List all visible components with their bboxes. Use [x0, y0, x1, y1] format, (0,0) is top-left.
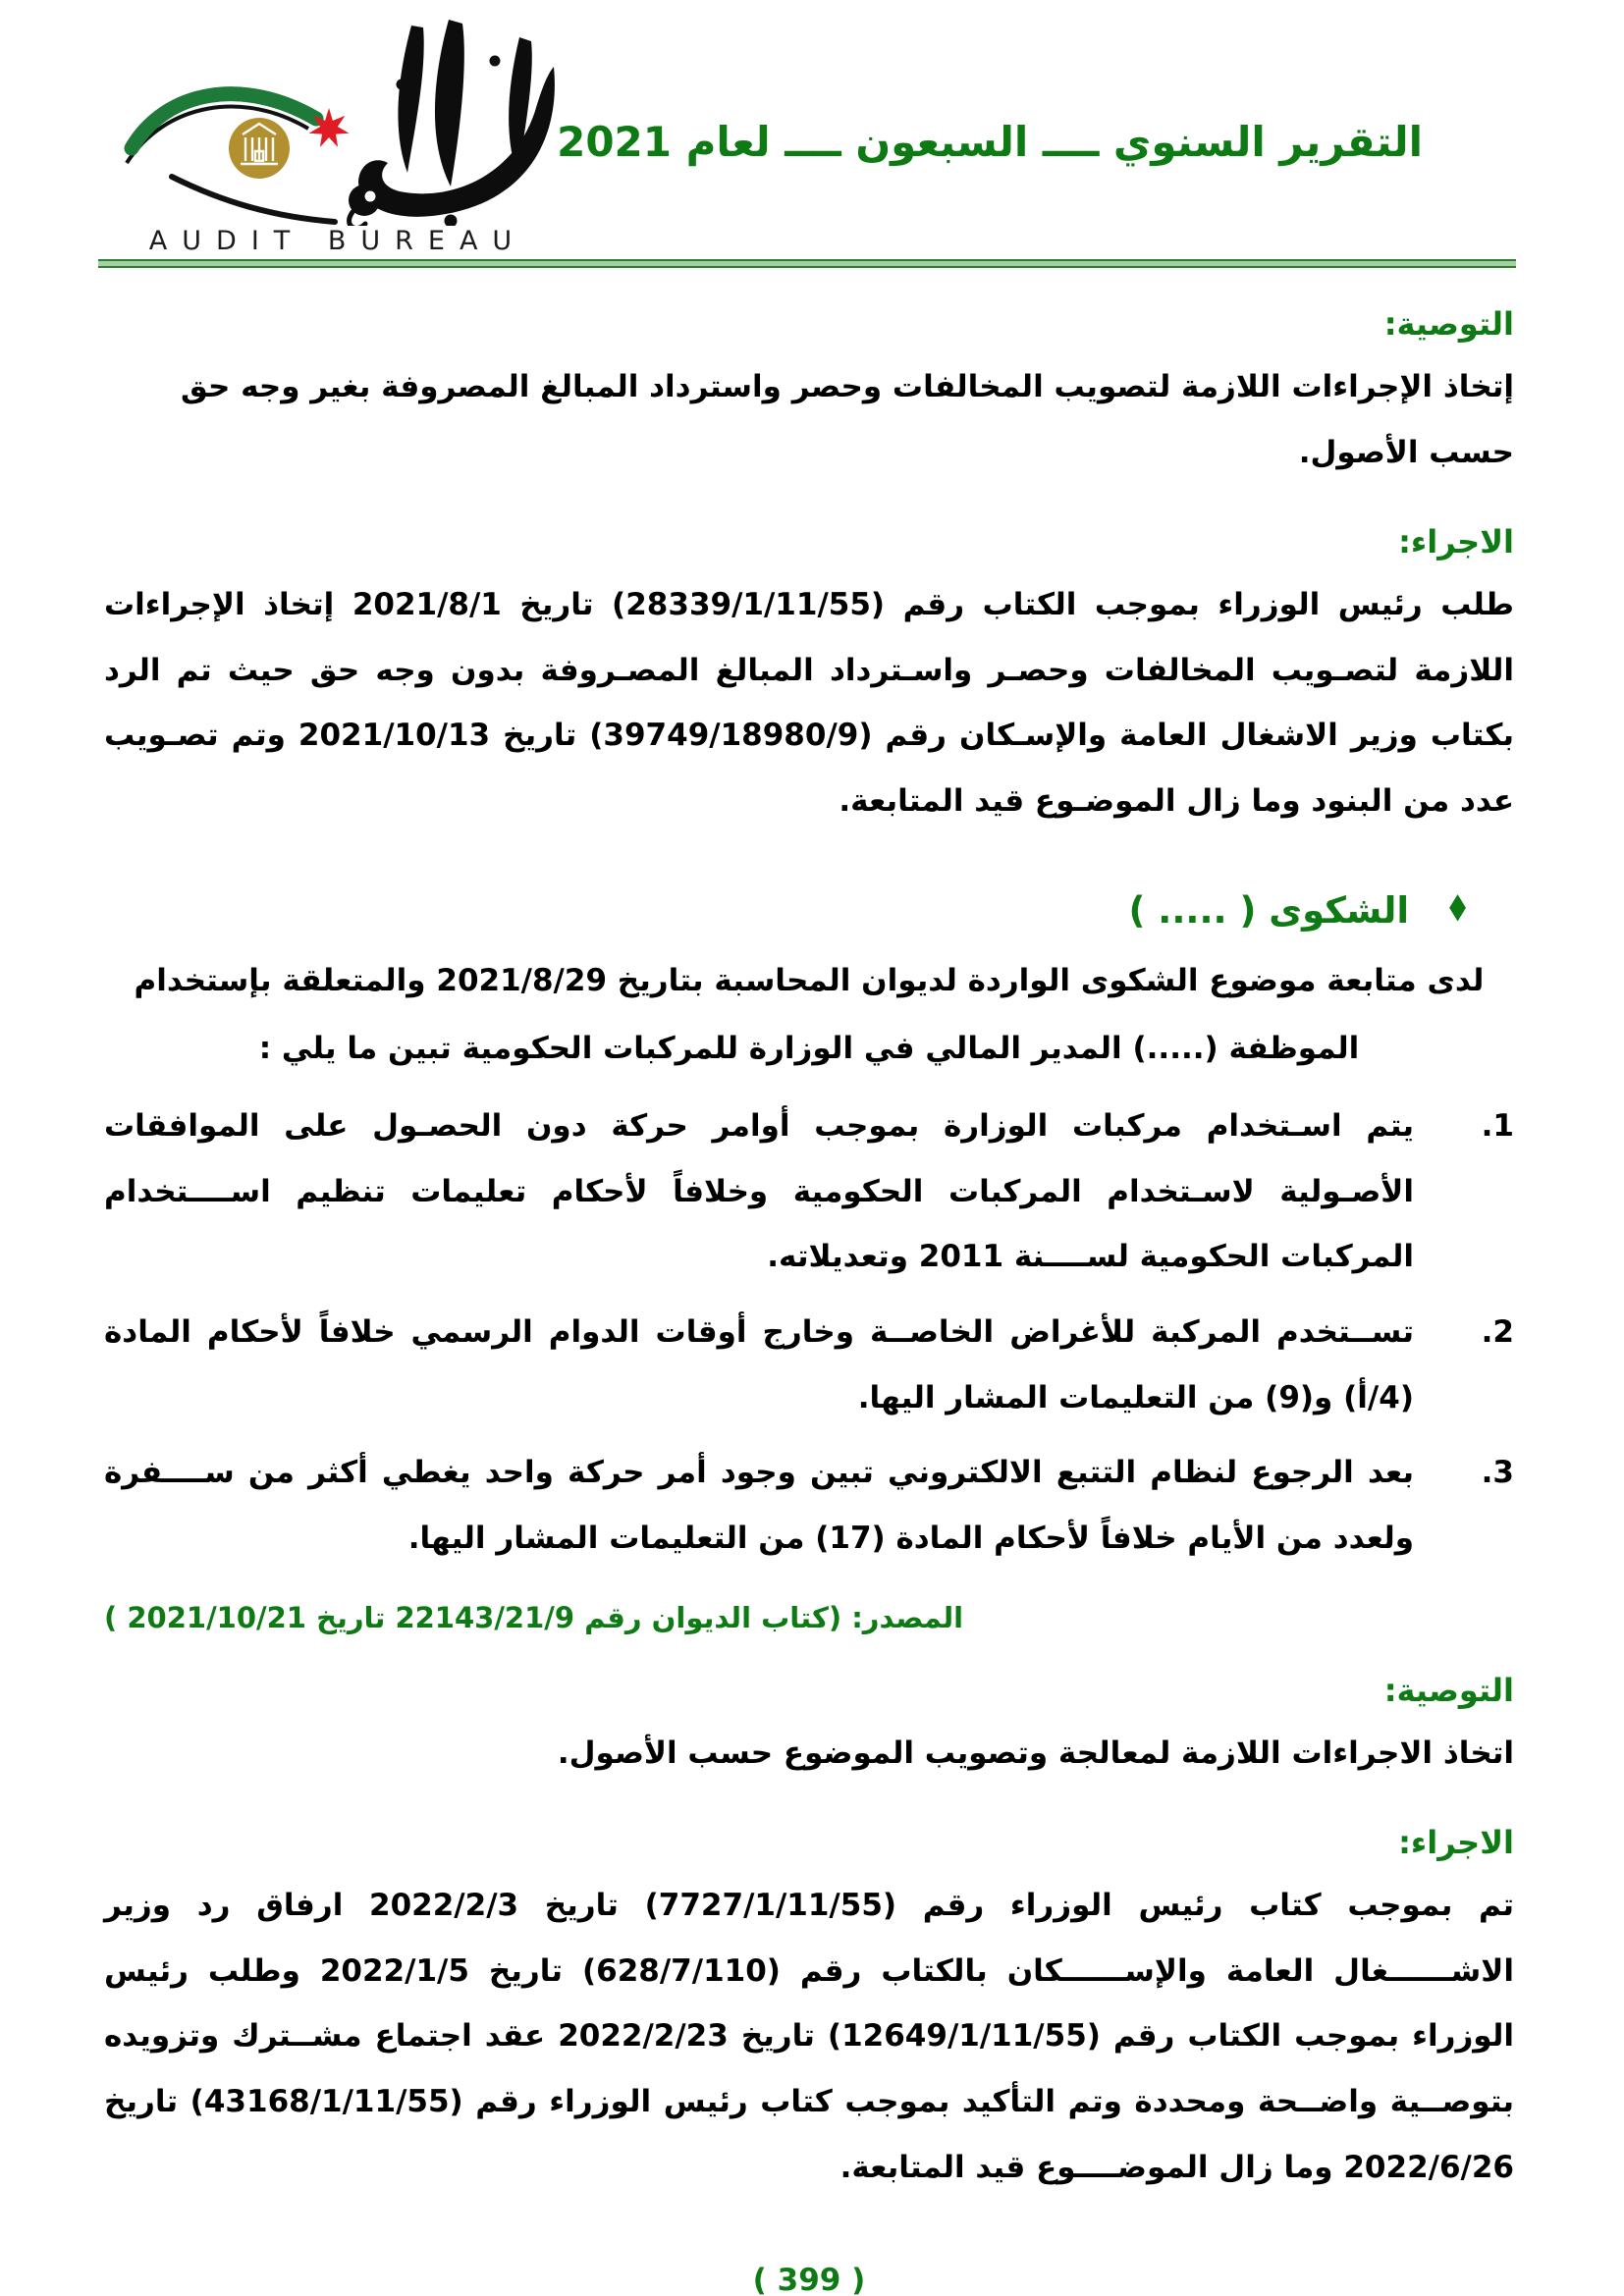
header-divider [98, 259, 1516, 268]
item-text: تســتخدم المركبة للأغراض الخاصــة وخارج أوقات الدوام الرسمي خلافاً لأحكام المادة (4/أ) و(9) من التعليمات المشار اليها. [104, 1314, 1414, 1415]
complaint-heading-label: الشكوى ( ..... ) [1128, 888, 1410, 932]
item-text: بعد الرجوع لنظام التتبع الالكتروني تبين وجود أمر حركة واحد يغطي أكثر من ســــفرة ولعدد من الأيام خلافاً لأحكام المادة (17) من التعليمات المشار اليها. [104, 1455, 1414, 1556]
recommendation-2-label: التوصية: [1383, 1671, 1514, 1709]
logo-latin-text: AUDIT BUREAU [148, 226, 527, 256]
page-header [0, 0, 1624, 259]
action-2-label: الاجراء: [1398, 1823, 1514, 1861]
item-text: يتم اسـتخدام مركبات الوزارة بموجب أوامر حركة دون الحصـول على الموافقات الأصـولية لاسـتخدام المركبات الحكومية وخلافاً لأحكام تعليمات تنظيم اســــتخدام المركبات الحكومية لســــنة 2011 وتعديلاته. [104, 1108, 1414, 1275]
diamond-bullet-icon: ♦ [1444, 887, 1471, 932]
list-item [104, 1094, 1514, 1290]
audit-bureau-logo [102, 18, 573, 256]
recommendation-1-text: إتخاذ الإجراءات اللازمة لتصويب المخالفات وحصر واسترداد المبالغ المصروفة بغير وجه حق حسب الأصول. [181, 369, 1514, 471]
action-2-text: تم بموجب كتاب رئيس الوزراء رقم (7727/1/11/55) تاريخ 2022/2/3 ارفاق رد وزير الاشــــــغال العامة والإســــــكان بالكتاب رقم (628/7/110) تاريخ 2022/1/5 وطلب رئيس الوزراء بموجب الكتاب رقم (12649/1/11/55) تاريخ 2022/2/23 عقد اجتماع مشــترك وتزويده بتوصــية واضــحة ومحددة وتم التأكيد بموجب كتاب رئيس الوزراء رقم (43168/1/11/55) تاريخ 2022/6/26 وما زال الموضــــوع قيد المتابعة. [104, 1888, 1514, 2185]
page-number: ( 399 ) [752, 2263, 866, 2296]
recommendation-1-label: التوصية: [1383, 305, 1514, 343]
recommendation-2-text: اتخاذ الاجراءات اللازمة لمعالجة وتصويب الموضوع حسب الأصول. [557, 1735, 1514, 1771]
item-number: 3. [1481, 1455, 1514, 1491]
report-content [0, 301, 1624, 2296]
item-number: 1. [1481, 1108, 1514, 1145]
complaint-intro: لدى متابعة موضوع الشكوى الواردة لديوان المحاسبة بتاريخ 2021/8/29 والمتعلقة بإستخدام الموظفة (.....) المدير المالي في الوزارة للمركبات الحكومية تبين ما يلي : [134, 962, 1485, 1067]
complaint-items [104, 1094, 1514, 1571]
list-item [104, 1300, 1514, 1430]
item-number: 2. [1481, 1314, 1514, 1351]
action-1-label: الاجراء: [1398, 522, 1514, 561]
list-item [104, 1440, 1514, 1571]
complaint-section-heading [104, 889, 1471, 932]
action-1-text: طلب رئيس الوزراء بموجب الكتاب رقم (28339/1/11/55) تاريخ 2021/8/1 إتخاذ الإجراءات اللازمة لتصـويب المخالفات وحصـر واسـترداد المبالغ المصـروفة بدون وجه حق حيث تم الرد بكتاب وزير الاشغال العامة والإسـكان رقم (39749/18980/9) تاريخ 2021/10/13 وتم تصـويب عدد من البنود وما زال الموضـوع قيد المتابعة. [104, 587, 1514, 819]
audit-bureau-logo-icon [102, 18, 573, 226]
report-title: التقرير السنوي ــــ السبعون ــــ لعام 2021 [557, 118, 1423, 166]
source-line: المصدر: (كتاب الديوان رقم 22143/21/9 تاريخ 2021/10/21 ) [104, 1600, 964, 1634]
